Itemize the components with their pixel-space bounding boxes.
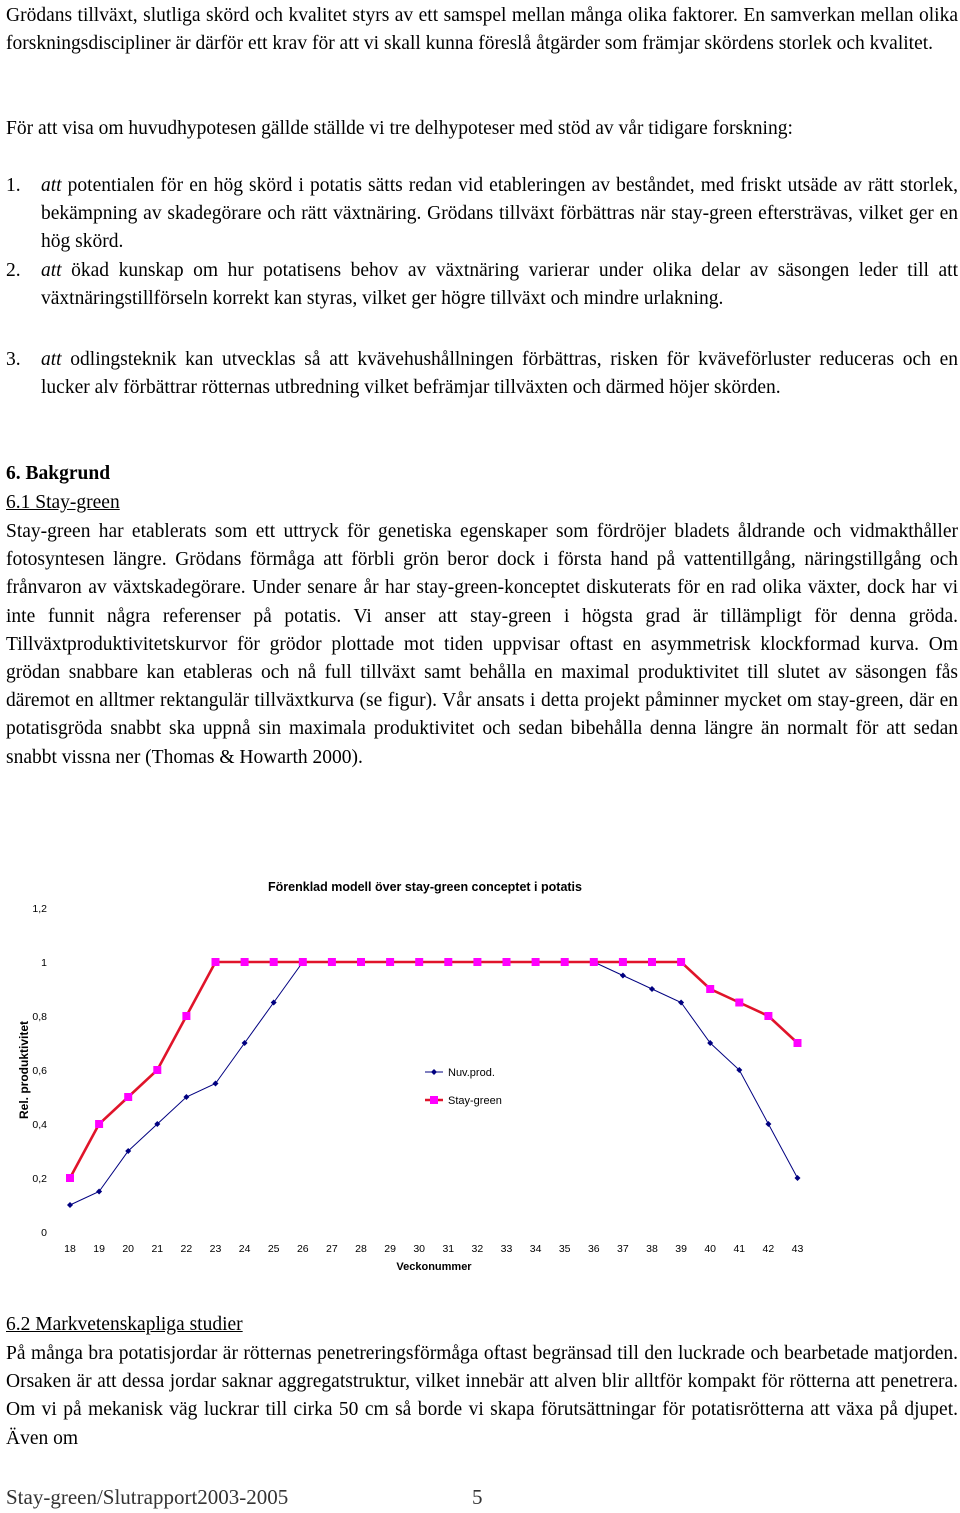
data-point-stay-green <box>473 958 481 966</box>
hypothesis-lead: att <box>41 175 62 196</box>
x-tick-label: 19 <box>93 1243 105 1255</box>
data-point-stay-green <box>270 958 278 966</box>
x-tick-label: 35 <box>558 1243 571 1255</box>
data-point-stay-green <box>648 958 656 966</box>
data-point-nuv-prod <box>649 986 655 992</box>
data-point-nuv-prod <box>67 1202 73 1208</box>
subsection-heading-markvetenskapliga: 6.2 Markvetenskapliga studier <box>6 1314 243 1335</box>
hypothesis-lead: att <box>41 349 62 370</box>
x-tick-label: 32 <box>471 1243 484 1255</box>
hypothesis-number: 1. <box>6 175 21 196</box>
x-tick-label: 18 <box>64 1243 76 1255</box>
x-tick-label: 26 <box>296 1243 309 1255</box>
x-tick-label: 38 <box>646 1243 658 1255</box>
hypothesis-text: ökad kunskap om hur potatisens behov av växtnäring varierar under olika delar av säsongen leder till att växtnäringstillförseln korrekt kan styras, vilket ger högre tillväxt och mindre urlakning. <box>41 260 958 310</box>
x-tick-label: 39 <box>675 1243 687 1255</box>
x-tick-label: 25 <box>267 1243 280 1255</box>
y-tick-label: 0 <box>41 1227 47 1239</box>
x-tick-label: 30 <box>413 1243 426 1255</box>
x-tick-label: 36 <box>587 1243 600 1255</box>
data-point-stay-green <box>677 958 685 966</box>
x-tick-label: 29 <box>384 1243 396 1255</box>
intro-paragraph-1: Grödans tillväxt, slutliga skörd och kvalitet styrs av ett samspel mellan många olika faktorer. En samverkan mellan olika forskningsdiscipliner är därför ett krav för att vi skall kunna föreslå åtgärder som främjar skördens storlek och kvalitet. <box>6 5 958 55</box>
x-tick-label: 31 <box>442 1243 455 1255</box>
hypothesis-number: 2. <box>6 260 21 281</box>
data-point-stay-green <box>95 1120 103 1128</box>
data-point-stay-green <box>561 958 569 966</box>
data-point-stay-green <box>124 1093 132 1101</box>
markvetenskapliga-paragraph: På många bra potatisjordar är rötternas penetreringsförmåga oftast begränsad till den luckrade och bearbetade matjorden. Orsaken är att dessa jordar saknar aggregatstruktur, vilket innebär att alven blir alltför kompakt för rötterna att penetrera. Om vi på mekanisk väg luckrar till cirka 50 cm så borde vi skapa förutsättningar för potatisrötterna att växa på djupet. Även om <box>6 1343 958 1449</box>
x-tick-label: 20 <box>122 1243 135 1255</box>
data-point-stay-green <box>619 958 627 966</box>
data-point-stay-green <box>241 958 249 966</box>
x-tick-label: 24 <box>238 1243 251 1255</box>
x-tick-label: 37 <box>617 1243 629 1255</box>
stay-green-paragraph: Stay-green har etablerats som ett uttryck för genetiska egenskaper som fördröjer bladets åldrande och vidmakthåller fotosyntesen längre. Grödans förmåga att förbli grön beror dock i första hand på vattentillgång, näringstillgång och frånvaron av växtskadegörare. Under senare år har stay-green-konceptet diskuterats för en rad olika växter, dock har vi inte funnit några referenser på potatis. Vi anser att stay-green i högsta grad är tillämpligt för denna gröda. Tillväxtproduktivitetskurvor för grödor plottade mot tiden uppvisar oftast en asymmetrisk klockformad kurva. Om grödan snabbare kan etableras och nå full tillväxt samt behålla en maximal produktivitet till slutet av säsongen fås däremot en alltmer rektangulär tillväxtkurva (se figur). Vår ansats i detta projekt påminner mycket om stay-green, där en potatisgröda snabbt ska uppnå sin maximala produktivitet och sedan bibehålla denna längre än normalt för att sedan snabbt vissna ner (Thomas & Howarth 2000). <box>6 521 958 768</box>
y-tick-label: 1 <box>41 957 47 969</box>
x-tick-label: 21 <box>151 1243 164 1255</box>
page-number: 5 <box>472 1485 483 1509</box>
x-axis-label: Veckonummer <box>396 1261 472 1273</box>
stay-green-chart <box>0 860 960 1280</box>
x-tick-label: 41 <box>733 1243 746 1255</box>
y-tick-label: 0,6 <box>32 1065 47 1077</box>
data-point-stay-green <box>153 1066 161 1074</box>
x-tick-label: 43 <box>791 1243 804 1255</box>
data-point-stay-green <box>212 958 220 966</box>
data-point-stay-green <box>794 1039 802 1047</box>
legend-marker-stay-green <box>430 1096 438 1104</box>
y-tick-label: 0,4 <box>32 1119 47 1131</box>
data-point-stay-green <box>386 958 394 966</box>
subsection-heading-stay-green: 6.1 Stay-green <box>6 492 120 513</box>
x-tick-label: 27 <box>326 1243 338 1255</box>
hypothesis-item-1 <box>6 172 958 257</box>
hypothesis-text: odlingsteknik kan utvecklas så att kvävehushållningen förbättras, risken för kväveförluster reduceras och en lucker alv förbättrar rötternas utbredning vilket befrämjar tillväxten och därmed höjer skörden. <box>41 349 958 399</box>
intro-paragraph-2: För att visa om huvudhypotesen gällde ställde vi tre delhypoteser med stöd av vår tidigare forskning: <box>6 118 793 139</box>
hypothesis-lead: att <box>41 260 62 281</box>
data-point-stay-green <box>590 958 598 966</box>
legend-label: Nuv.prod. <box>448 1067 495 1079</box>
data-point-stay-green <box>503 958 511 966</box>
x-tick-label: 40 <box>704 1243 717 1255</box>
series-line-nuv-prod <box>70 962 798 1205</box>
x-tick-label: 34 <box>529 1243 542 1255</box>
y-tick-label: 1,2 <box>32 903 47 915</box>
data-point-nuv-prod <box>765 1121 771 1127</box>
data-point-stay-green <box>182 1012 190 1020</box>
y-tick-label: 0,8 <box>32 1011 47 1023</box>
x-tick-label: 22 <box>180 1243 193 1255</box>
data-point-stay-green <box>357 958 365 966</box>
x-tick-label: 33 <box>500 1243 513 1255</box>
data-point-stay-green <box>532 958 540 966</box>
y-axis-label: Rel. produktivitet <box>17 1020 31 1120</box>
page-footer <box>6 1485 483 1510</box>
x-tick-label: 28 <box>355 1243 367 1255</box>
data-point-stay-green <box>415 958 423 966</box>
chart-legend <box>425 1067 502 1107</box>
section-heading-bakgrund: 6. Bakgrund <box>6 463 111 484</box>
data-point-stay-green <box>735 999 743 1007</box>
data-point-stay-green <box>66 1174 74 1182</box>
footer-report-name: Stay-green/Slutrapport2003-2005 <box>6 1485 289 1509</box>
hypothesis-number: 3. <box>6 349 21 370</box>
data-point-stay-green <box>328 958 336 966</box>
hypothesis-item-2 <box>6 257 958 313</box>
data-point-nuv-prod <box>795 1175 801 1181</box>
x-tick-label: 23 <box>209 1243 222 1255</box>
data-point-stay-green <box>444 958 452 966</box>
x-tick-label: 42 <box>762 1243 775 1255</box>
legend-marker-nuv-prod <box>431 1069 437 1075</box>
y-tick-label: 0,2 <box>32 1173 47 1185</box>
hypothesis-item-3 <box>6 346 958 402</box>
hypothesis-text: potentialen för en hög skörd i potatis sätts redan vid etableringen av beståndet, med friskt utsäde av rätt storlek, bekämpning av skadegörare och rätt växtnäring. Grödans tillväxt förbättras när stay-green eftersträvas, vilket ger en hög skörd. <box>41 175 958 253</box>
data-point-stay-green <box>706 985 714 993</box>
data-point-stay-green <box>299 958 307 966</box>
chart-title: Förenklad modell över stay-green conceptet i potatis <box>268 880 582 894</box>
legend-label: Stay-green <box>448 1095 502 1107</box>
data-point-stay-green <box>764 1012 772 1020</box>
data-point-nuv-prod <box>620 973 626 979</box>
